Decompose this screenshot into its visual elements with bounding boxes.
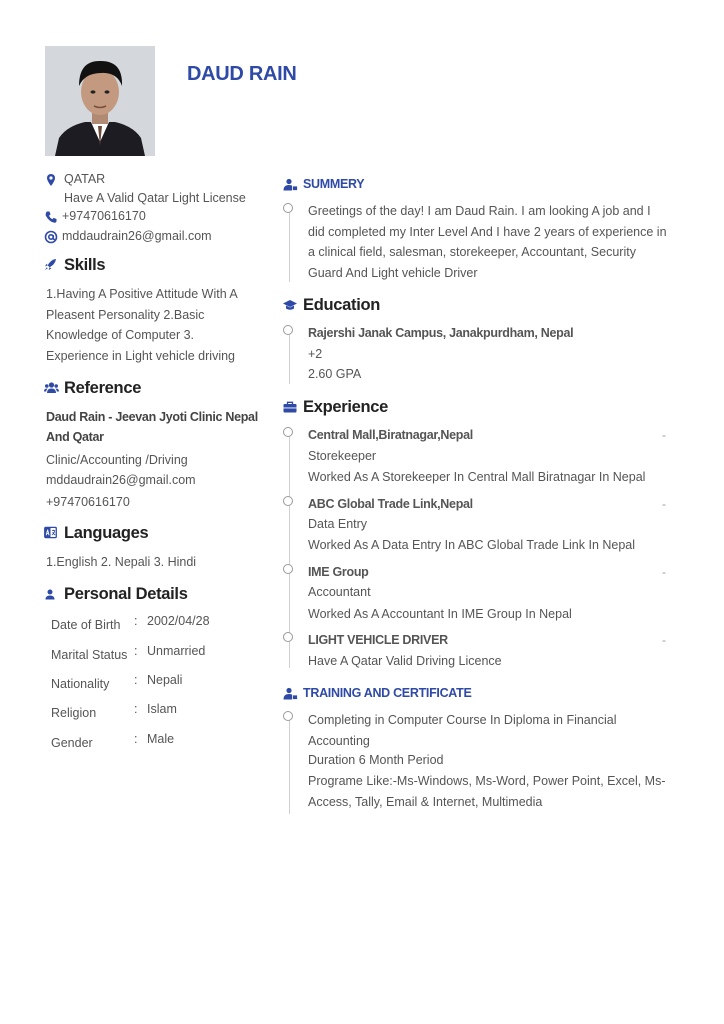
exp-org: Central Mall,Biratnagar,Nepal [308,428,473,442]
training-line-1: Completing in Computer Course In Diploma in Financial Accounting [308,713,617,748]
timeline-dot [283,203,293,213]
at-sign-icon [44,230,58,244]
experience-heading [283,398,388,417]
exp-org: LIGHT VEHICLE DRIVER [308,633,448,647]
languages-heading [44,524,148,543]
languages-title: Languages [64,524,149,542]
summary-text: Greetings of the day! I am Daud Rain. I am looking A job and I did completed my Inter Level And I have 2 years of experience in a clinical field, salesman, storekeeper, Accountant, Security Guard And Light vehicle Driver [308,204,667,280]
exp-role: Have A Qatar Valid Driving Licence [308,654,502,668]
education-gpa: 2.60 GPA [308,367,362,381]
exp-desc: Worked As A Storekeeper In Central Mall Biratnagar In Nepal [308,470,646,484]
timeline-dot [283,711,293,721]
graduation-cap-icon [283,297,297,311]
personal-heading [44,585,188,604]
education-title: Education [303,296,381,314]
user-icon [44,586,58,600]
pd-label-religion: Religion [51,706,97,720]
pd-value-gender: Male [147,732,175,746]
personal-title: Personal Details [64,585,188,603]
pd-label-nationality: Nationality [51,677,110,691]
reference-phone: +97470616170 [46,495,130,509]
training-heading [283,686,471,701]
exp-dash: - [662,633,666,647]
exp-role: Storekeeper [308,449,377,463]
email-text: mddaudrain26@gmail.com [62,229,212,243]
exp-dash: - [662,565,666,579]
training-line-3: Programe Like:-Ms-Windows, Ms-Word, Power Point, Excel, Ms-Access, Tally, Email & Internet, Multimedia [308,774,666,809]
education-school: Rajershi Janak Campus, Janakpurdham, Nepal [308,326,574,340]
reference-name: Daud Rain - Jeevan Jyoti Clinic Nepal And Qatar [46,410,258,444]
contact-location [44,172,105,187]
pd-label-dob: Date of Birth [51,618,121,632]
training-line-2: Duration 6 Month Period [308,753,444,767]
exp-desc: Worked As A Data Entry In ABC Global Trade Link In Nepal [308,538,636,552]
reference-heading [44,379,141,398]
reference-role: Clinic/Accounting /Driving [46,453,188,467]
exp-role: Data Entry [308,517,368,531]
pd-colon: : [134,673,138,687]
education-heading [283,296,380,315]
users-icon [44,380,58,394]
timeline-dot [283,427,293,437]
timeline-dot [283,325,293,335]
pd-value-dob: 2002/04/28 [147,614,210,628]
user-tie-icon [283,178,297,192]
contact-phone [44,209,146,224]
reference-title: Reference [64,379,142,397]
timeline-dot [283,632,293,642]
pd-colon: : [134,614,138,628]
pd-colon: : [134,702,138,716]
pd-value-religion: Islam [147,702,177,716]
timeline-line [289,330,290,384]
skills-heading [44,256,105,275]
location-text: QATAR [64,172,106,186]
language-icon [44,525,58,539]
pd-colon: : [134,644,138,658]
phone-text: +97470616170 [62,209,146,223]
profile-photo [45,46,155,156]
experience-title: Experience [303,398,389,416]
education-level: +2 [308,347,323,361]
pd-label-gender: Gender [51,736,93,750]
phone-icon [44,210,58,224]
timeline-dot [283,496,293,506]
exp-desc: Worked As A Accountant In IME Group In Nepal [308,607,572,621]
exp-dash: - [662,497,666,511]
summary-title: SUMMERY [303,177,365,191]
pd-colon: : [134,732,138,746]
exp-org: IME Group [308,565,369,579]
exp-role: Accountant [308,585,371,599]
exp-dash: - [662,428,666,442]
briefcase-icon [283,399,297,413]
training-title: TRAINING AND CERTIFICATE [303,686,472,700]
summary-heading [283,177,364,192]
timeline-line [289,716,290,814]
rocket-icon [44,257,58,271]
pd-label-marital: Marital Status [51,648,128,662]
timeline-dot [283,564,293,574]
skills-text: 1.Having A Positive Attitude With A Pleasent Personality 2.Basic Knowledge of Computer 3. Experience in Light vehicle driving [46,287,238,363]
certificate-icon [283,687,297,701]
pd-value-nationality: Nepali [147,673,183,687]
timeline-line [289,208,290,282]
license-text: Have A Valid Qatar Light License [64,191,246,205]
location-pin-icon [44,173,58,187]
exp-org: ABC Global Trade Link,Nepal [308,497,473,511]
contact-email [44,229,212,244]
candidate-name: DAUD RAIN [187,63,297,85]
pd-value-marital: Unmarried [147,644,206,658]
languages-text: 1.English 2. Nepali 3. Hindi [46,555,197,569]
skills-title: Skills [64,256,106,274]
reference-email: mddaudrain26@gmail.com [46,473,196,487]
